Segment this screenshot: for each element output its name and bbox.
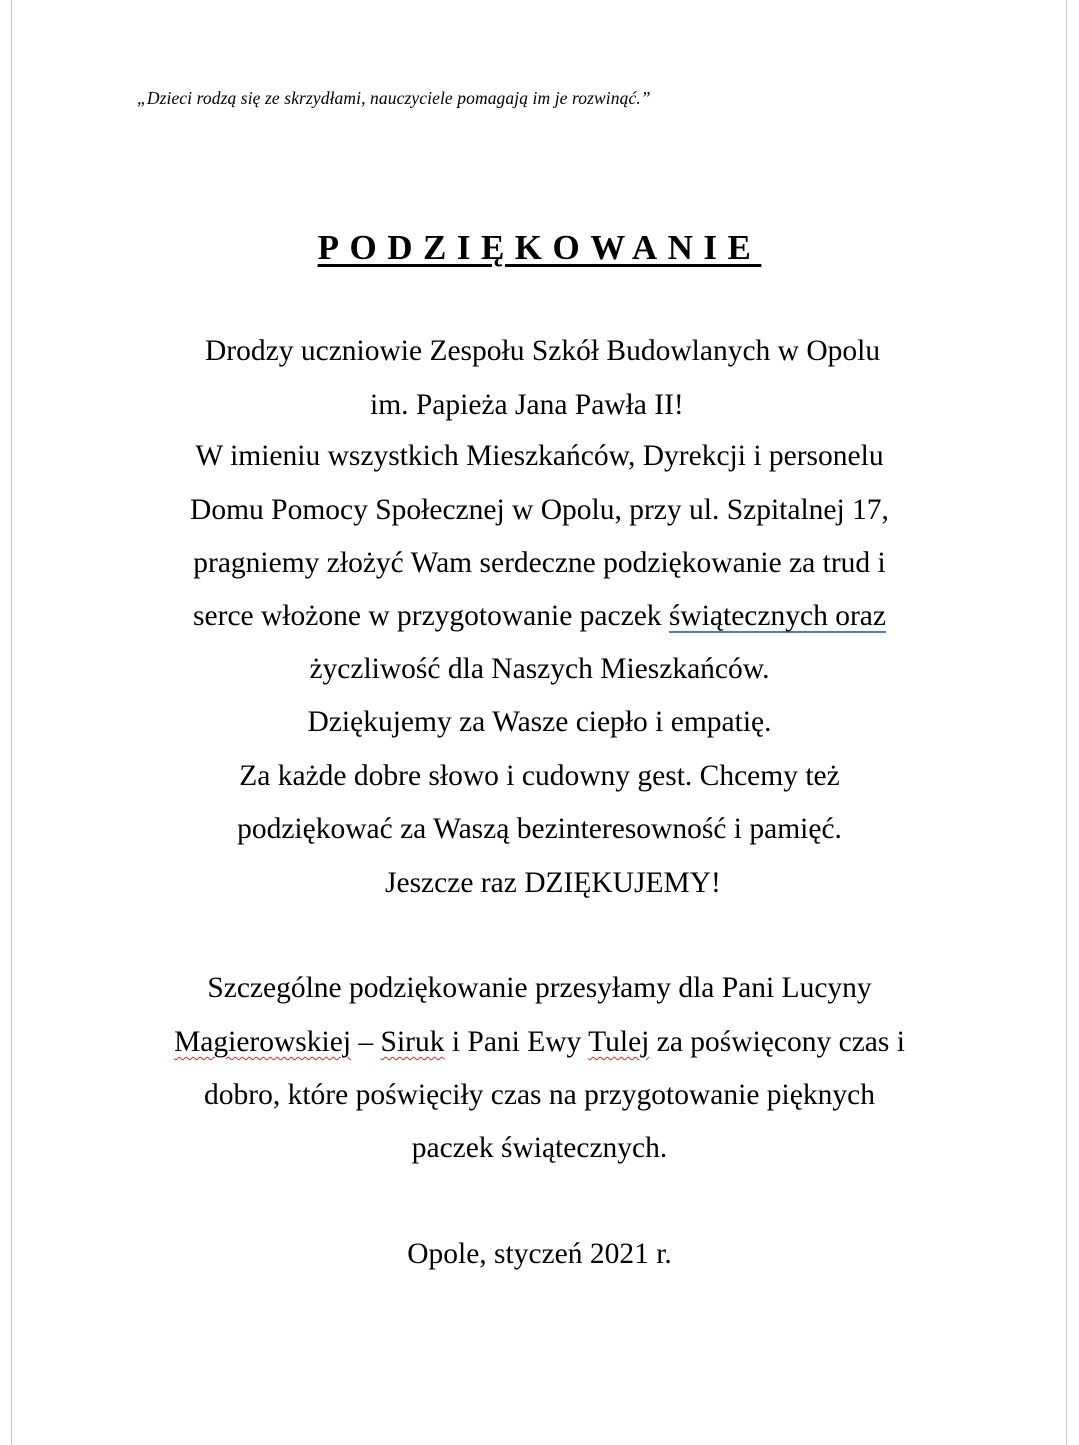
place-date: Opole, styczeń 2021 r. <box>407 1238 672 1270</box>
special-text-a: i Pani Ewy <box>444 1026 589 1058</box>
body-line-1: W imieniu wszystkich Mieszkańców, Dyrekcji i personelu <box>195 440 884 472</box>
special-line-1: Szczególne podziękowanie przesyłamy dla Pani Lucyny <box>207 972 872 1004</box>
body-line-4-underlined: świątecznych oraz <box>668 600 886 632</box>
greeting-line-2: im. Papieża Jana Pawła II! <box>370 389 684 421</box>
special-name-magierowskiej: Magierowskiej <box>174 1026 352 1058</box>
special-name-tulej: Tulej <box>588 1026 650 1058</box>
special-name-siruk: Siruk <box>380 1026 445 1058</box>
special-line-2 <box>0 1024 1079 1060</box>
body-line-7: Za każde dobre słowo i cudowny gest. Chcemy też <box>239 760 840 792</box>
special-dash: – <box>351 1026 381 1058</box>
special-line-4: paczek świątecznych. <box>411 1132 668 1164</box>
body-line-3: pragniemy złożyć Wam serdeczne podziękowanie za trud i <box>193 547 886 579</box>
body-line-4 <box>0 598 1079 634</box>
body-line-6: Dziękujemy za Wasze ciepło i empatię. <box>307 706 772 738</box>
body-line-2: Domu Pomocy Społecznej w Opolu, przy ul. Szpitalnej 17, <box>190 494 889 526</box>
body-line-5: życzliwość dla Naszych Mieszkańców. <box>309 653 770 685</box>
special-line-3: dobro, które poświęciły czas na przygotowanie pięknych <box>204 1079 875 1111</box>
special-text-b: za poświęcony czas i <box>649 1026 905 1058</box>
body-line-9: Jeszcze raz DZIĘKUJEMY! <box>385 867 721 899</box>
greeting-line-1: Drodzy uczniowie Zespołu Szkół Budowlanych w Opolu <box>205 335 881 367</box>
body-line-8: podziękować za Waszą bezinteresowność i pamięć. <box>237 813 842 845</box>
document-title: PODZIĘKOWANIE <box>317 228 762 267</box>
motto-quote: „Dzieci rodzą się ze skrzydłami, nauczyciele pomagają im je rozwinąć.” <box>137 88 651 108</box>
body-line-4-text: serce włożone w przygotowanie paczek <box>193 600 669 632</box>
